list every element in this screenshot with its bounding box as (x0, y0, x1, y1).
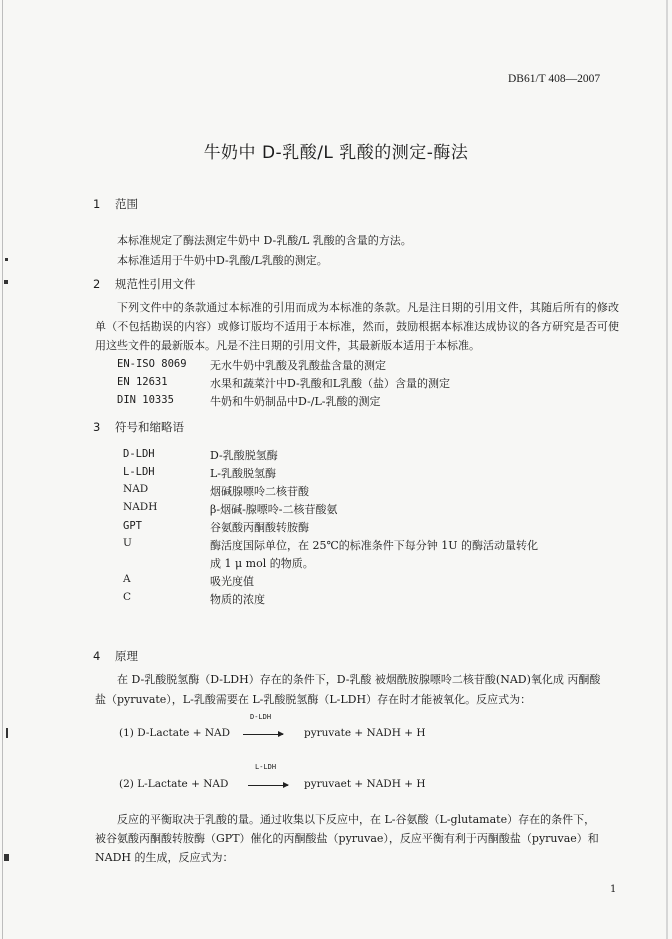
reference-code: EN-ISO 8069 (117, 358, 187, 370)
paragraph-line: NADH 的生成，反应式为： (95, 851, 234, 864)
reaction-arrow (243, 734, 283, 735)
symbol: NAD (123, 483, 149, 495)
symbol-definition: 吸光度值 (210, 575, 254, 588)
reference-title: 牛奶和牛奶制品中D-/L-乳酸的测定 (210, 395, 381, 408)
enzyme-label: D-LDH (250, 713, 272, 721)
paragraph-line: 盐（pyruvate），L-乳酸需要在 L-乳酸脱氢酶（L-LDH）存在时才能被氧化。反应式为： (95, 693, 532, 706)
symbol-definition: 谷氨酸丙酮酸转胺酶 (210, 521, 309, 534)
symbol-definition: β-烟碱-腺嘌呤-二核苷酸氨 (210, 503, 338, 516)
reference-code: DIN 10335 (117, 394, 174, 406)
symbol: A (123, 573, 131, 585)
section-number: 3 (93, 420, 101, 434)
section-title: 符号和缩略语 (115, 420, 184, 434)
symbol-definition: L-乳酸脱氢酶 (210, 467, 277, 480)
scan-mark (5, 258, 8, 261)
reaction-arrow (248, 785, 288, 786)
reaction-right: pyruvate + NADH + H (304, 727, 426, 739)
page-number: 1 (610, 884, 617, 895)
scan-mark (4, 280, 8, 284)
symbol: NADH (123, 501, 158, 513)
symbol-definition: 烟碱腺嘌呤二核苷酸 (210, 485, 309, 498)
section-number: 4 (93, 649, 101, 663)
section-heading (93, 419, 184, 435)
symbol-definition-continued: 成 1 μ mol 的物质。 (210, 557, 314, 570)
reaction-right: pyruvaet + NADH + H (304, 778, 426, 790)
symbol: D-LDH (123, 448, 155, 460)
reference-title: 无水牛奶中乳酸及乳酸盐含量的测定 (210, 359, 386, 372)
paragraph-line: 被谷氨酸丙酮酸转胺酶（GPT）催化的丙酮酸盐（pyruvae），反应平衡有利于丙酮酸盐（pyruvae）和 (95, 832, 599, 845)
scan-mark (6, 728, 8, 738)
paragraph-line: 反应的平衡取决于乳酸的量。通过收集以下反应中，在 L-谷氨酸（L-glutamate）存在的条件下， (117, 813, 596, 826)
section-title: 规范性引用文件 (115, 277, 196, 291)
section-number: 2 (93, 277, 101, 291)
section-title: 原理 (115, 649, 138, 663)
section-title: 范围 (115, 197, 138, 211)
document-code: DB61/T 408—2007 (508, 73, 601, 85)
section-heading (93, 276, 196, 292)
reaction-left: (2) L-Lactate + NAD (119, 778, 229, 790)
paragraph: 本标准适用于牛奶中D-乳酸/L乳酸的测定。 (117, 254, 328, 267)
symbol: GPT (123, 520, 142, 532)
symbol-definition: 酶活度国际单位，在 25℃的标准条件下每分钟 1U 的酶活动量转化 (210, 539, 539, 552)
enzyme-label: L-LDH (255, 763, 277, 771)
section-heading (93, 648, 138, 664)
page-title: 牛奶中 D-乳酸/L 乳酸的测定-酶法 (203, 143, 469, 163)
symbol: U (123, 537, 132, 549)
symbol: L-LDH (123, 466, 155, 478)
symbol-definition: D-乳酸脱氢酶 (210, 449, 278, 462)
section-heading (93, 196, 138, 212)
section-number: 1 (93, 197, 101, 211)
symbol: C (123, 591, 132, 603)
paragraph: 本标准规定了酶法测定牛奶中 D-乳酸/L 乳酸的含量的方法。 (117, 234, 412, 247)
reference-title: 水果和蔬菜汁中D-乳酸和L乳酸（盐）含量的测定 (210, 377, 451, 390)
paragraph-line: 在 D-乳酸脱氢酶（D-LDH）存在的条件下，D-乳酸 被烟酰胺腺嘌呤二核苷酸(NAD)氧化成 丙酮酸 (117, 673, 601, 686)
reference-code: EN 12631 (117, 376, 168, 388)
scan-mark (4, 854, 9, 861)
symbol-definition: 物质的浓度 (210, 593, 265, 606)
paragraph: 下列文件中的条款通过本标准的引用而成为本标准的条款。凡是注日期的引用文件，其随后所有的修改单（不包括勘误的内容）或修订版均不适用于本标准，然而，鼓励根据本标准达成协议的各方研究是否可使用这些文件的最新版本。凡是不注日期的引用文件，其最新版本适用于本标准。 (95, 301, 619, 352)
reaction-left: (1) D-Lactate + NAD (119, 727, 231, 739)
